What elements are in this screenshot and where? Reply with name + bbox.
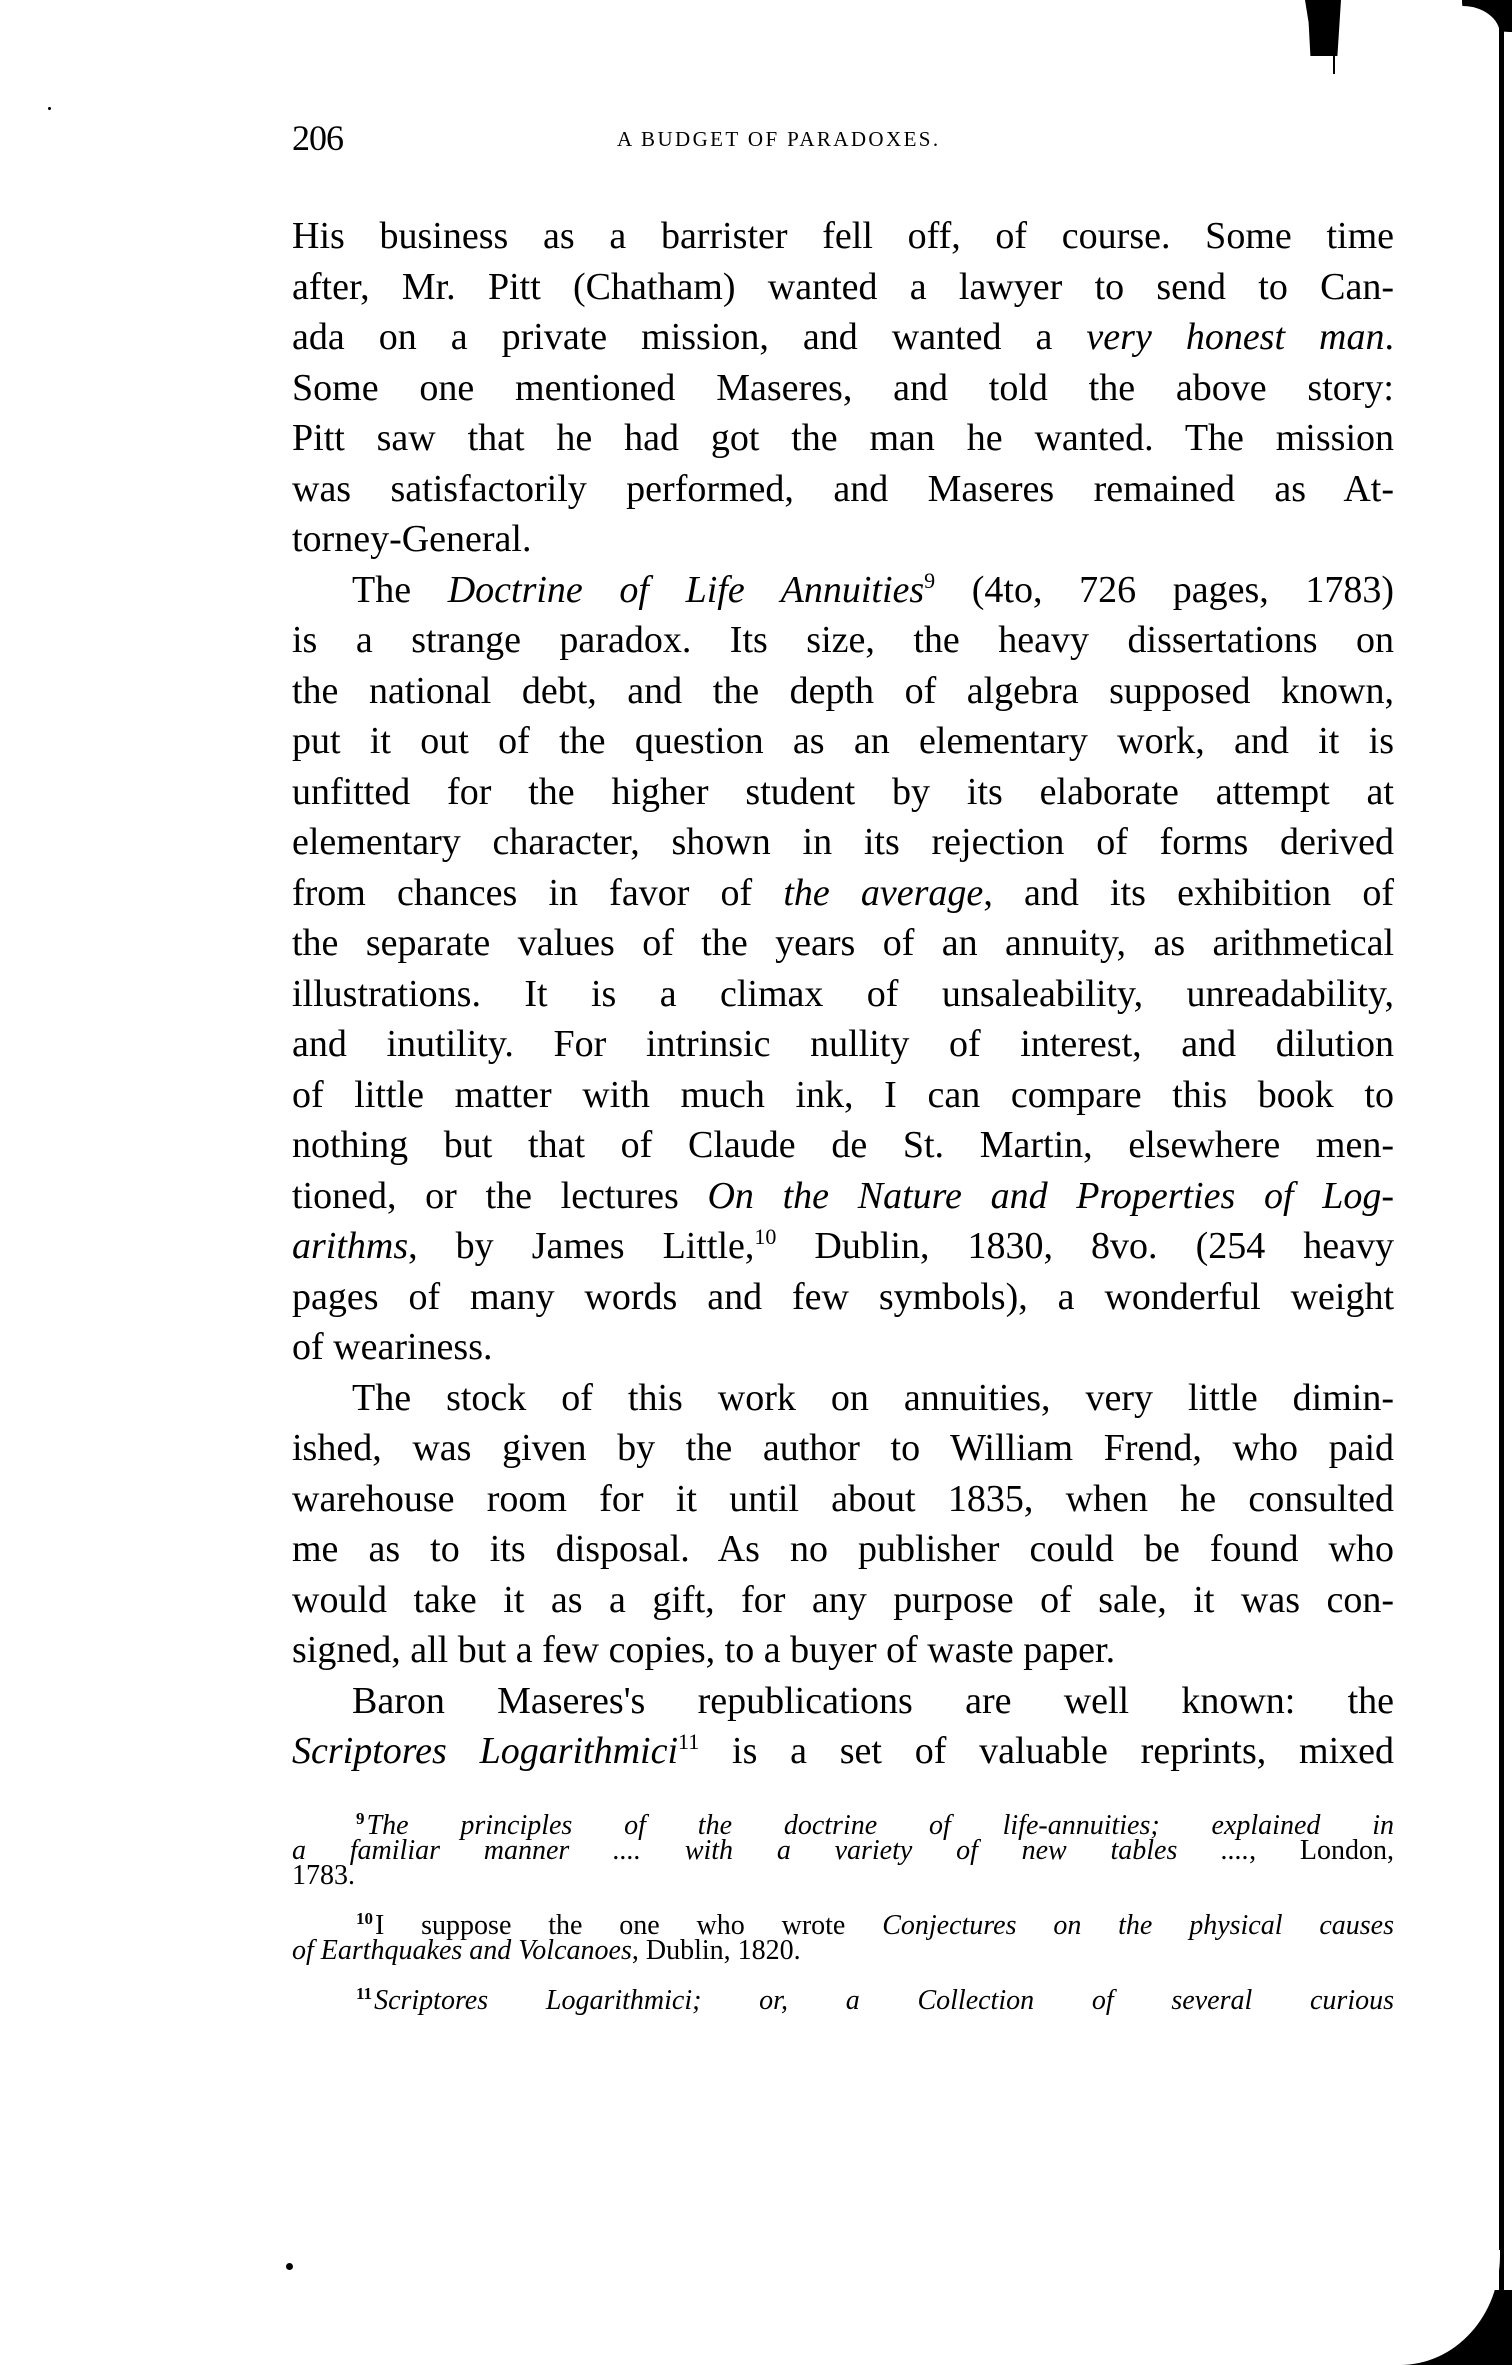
page-number: 206 (292, 118, 343, 158)
body-line: The Doctrine of Life Annuities$^9$ (4to, 726 pages, 1783) (352, 567, 1395, 611)
body-line: and inutility. For intrinsic nullity of interest, and dilution (292, 1023, 1394, 1065)
body-line: arithms, by James Little,$^{10}$ Dublin, 1830, 8vo. (254 heavy (292, 1224, 1394, 1267)
scan-smudge-mark (1305, 0, 1341, 56)
body-line: nothing but that of Claude de St. Martin, elsewhere men- (292, 1124, 1394, 1166)
body-line: would take it as a gift, for any purpose of sale, it was con- (292, 1578, 1394, 1621)
emphasis: very honest man (1086, 316, 1385, 358)
footnote-mark: 11 (356, 1984, 373, 2003)
body-line: Some one mentioned Maseres, and told the above story: (292, 366, 1394, 409)
footnote-10-line: of Earthquakes and Volcanoes, Dublin, 1820. (292, 1935, 801, 1966)
body-line: Baron Maseres's republications are well known: the (352, 1679, 1394, 1722)
body-line: torney-General. (292, 518, 532, 560)
body-line: the separate values of the years of an annuity, as arithmetical (292, 922, 1394, 964)
emphasis: the average (783, 871, 984, 914)
footnote-ref-11[interactable]: 11 (678, 1729, 700, 1754)
body-line: illustrations. It is a climax of unsaleability, unreadability, (292, 972, 1394, 1015)
book-title: Doctrine of Life Annuities (447, 568, 925, 611)
page-edge-right (1499, 28, 1504, 2318)
body-line: elementary character, shown in its rejection of forms derived (292, 821, 1394, 863)
footnote-mark: 9 (356, 1809, 365, 1828)
book-title: Scriptores Logarithmici (292, 1730, 679, 1772)
body-line: the national debt, and the depth of algebra supposed known, (292, 669, 1394, 712)
body-line: pages of many words and few symbols), a wonderful weight (292, 1275, 1394, 1318)
body-line: from chances in favor of the average, and its exhibition of (292, 871, 1394, 914)
footnote-9: $^9$The principles of the doctrine of life-annuities; explained in (356, 1809, 1394, 1841)
body-line: ished, was given by the author to William Frend, who paid (292, 1427, 1394, 1469)
scan-speck-top-left (48, 107, 51, 110)
scan-smudge-tail (1333, 56, 1335, 74)
footnote-ref-10[interactable]: 10 (754, 1224, 777, 1249)
footnote-10: $^{10}$I suppose the one who wrote Conjectures on the physical causes (356, 1909, 1395, 1941)
body-line: unfitted for the higher student by its elaborate attempt at (292, 770, 1394, 813)
book-title: arithms (292, 1225, 409, 1267)
body-line: ada on a private mission, and wanted a very honest man. (292, 316, 1394, 358)
body-line: me as to its disposal. As no publisher could be found who (292, 1528, 1394, 1570)
body-line: tioned, or the lectures On the Nature and Properties of Log- (292, 1174, 1395, 1217)
body-line: His business as a barrister fell off, of course. Some time (292, 215, 1394, 257)
scan-speck-bottom-left (286, 2263, 293, 2270)
body-line: signed, all but a few copies, to a buyer of waste paper. (292, 1629, 1116, 1671)
footnote-9-line: 1783. (292, 1860, 355, 1891)
body-line: of weariness. (292, 1326, 493, 1368)
body-line: was satisfactorily performed, and Maseres remained as At- (292, 467, 1394, 510)
footnote-ref-9[interactable]: 9 (924, 567, 936, 593)
body-line: The stock of this work on annuities, very little dimin- (352, 1376, 1394, 1419)
body-text (292, 211, 1394, 1777)
body-line: is a strange paradox. Its size, the heavy dissertations on (292, 619, 1394, 661)
body-line: warehouse room for it until about 1835, when he consulted (292, 1477, 1394, 1520)
body-line: of little matter with much ink, I can compare this book to (292, 1073, 1394, 1116)
body-line: put it out of the question as an elementary work, and it is (292, 720, 1394, 762)
body-line: Scriptores Logarithmici$^{11}$ is a set of valuable reprints, mixed (292, 1729, 1394, 1772)
running-head-title: A BUDGET OF PARADOXES. (617, 127, 941, 151)
footnote-11: $^{11}$Scriptores Logarithmici; or, a Collection of several curious (356, 1984, 1394, 2016)
footnote-9-line: a familiar manner .... with a variety of new tables ...., London, (292, 1835, 1394, 1866)
footnote-mark: 10 (356, 1909, 373, 1928)
body-line: Pitt saw that he had got the man he wanted. The mission (292, 417, 1394, 459)
book-title: On the Nature and Properties of Log- (707, 1174, 1395, 1217)
footnotes (292, 1809, 1395, 2016)
body-line: after, Mr. Pitt (Chatham) wanted a lawyer to send to Can- (292, 265, 1394, 308)
